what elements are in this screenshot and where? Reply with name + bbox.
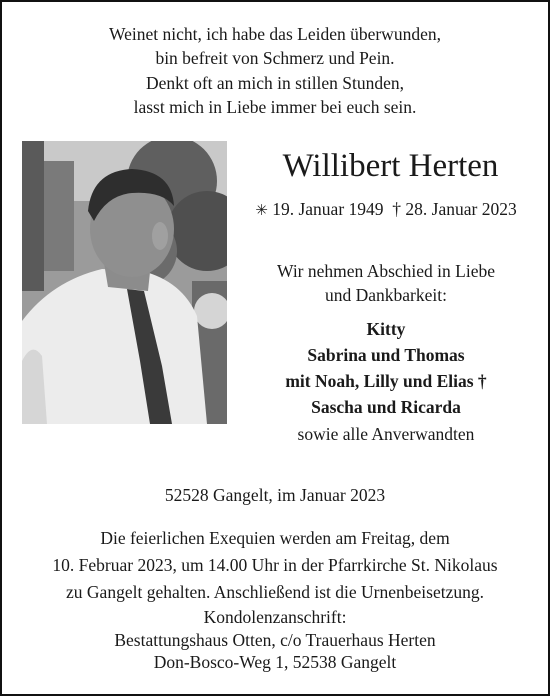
mourner-name: Sabrina und Thomas: [307, 345, 465, 365]
mourners-list: [236, 316, 536, 420]
condolence-address: [0, 606, 550, 674]
farewell-line: Wir nehmen Abschied in Liebe: [277, 261, 495, 281]
birth-star-icon: ✳: [255, 201, 268, 219]
poem-line: lasst mich in Liebe immer bei euch sein.: [133, 97, 417, 118]
relatives-text: sowie alle Anverwandten: [297, 424, 475, 444]
mourner-name: Kitty: [366, 319, 406, 339]
deceased-name: Willibert Herten: [282, 148, 499, 184]
funeral-line: 10. Februar 2023, um 14.00 Uhr in der Pfarrkirche St. Nikolaus: [52, 555, 498, 575]
death-date: 28. Januar 2023: [405, 199, 517, 219]
poem-line: Denkt oft an mich in stillen Stunden,: [145, 72, 405, 93]
farewell-line: und Dankbarkeit:: [325, 285, 447, 306]
birth-date: 19. Januar 1949: [272, 199, 384, 219]
funeral-info: [0, 525, 550, 606]
life-dates: [236, 198, 536, 221]
death-cross-icon: †: [392, 199, 402, 219]
mourner-name: Sascha und Ricarda: [311, 397, 461, 417]
farewell-text: [236, 259, 536, 308]
poem-line: Weinet nicht, ich habe das Leiden überwunden,: [109, 24, 441, 44]
mourner-name: mit Noah, Lilly und Elias †: [285, 371, 487, 391]
portrait-photo: [22, 141, 227, 424]
funeral-line: Die feierlichen Exequien werden am Freitag, dem: [100, 528, 450, 548]
poem-line: bin befreit von Schmerz und Pein.: [155, 48, 395, 69]
funeral-line: zu Gangelt gehalten. Anschließend ist die Urnenbeisetzung.: [66, 582, 484, 602]
condolence-line: Kondolenzanschrift:: [203, 607, 347, 627]
condolence-line: Don-Bosco-Weg 1, 52538 Gangelt: [153, 652, 397, 672]
place-date: 52528 Gangelt, im Januar 2023: [164, 485, 386, 505]
condolence-line: Bestattungshaus Otten, c/o Trauerhaus Herten: [114, 629, 436, 650]
poem: [0, 22, 550, 120]
